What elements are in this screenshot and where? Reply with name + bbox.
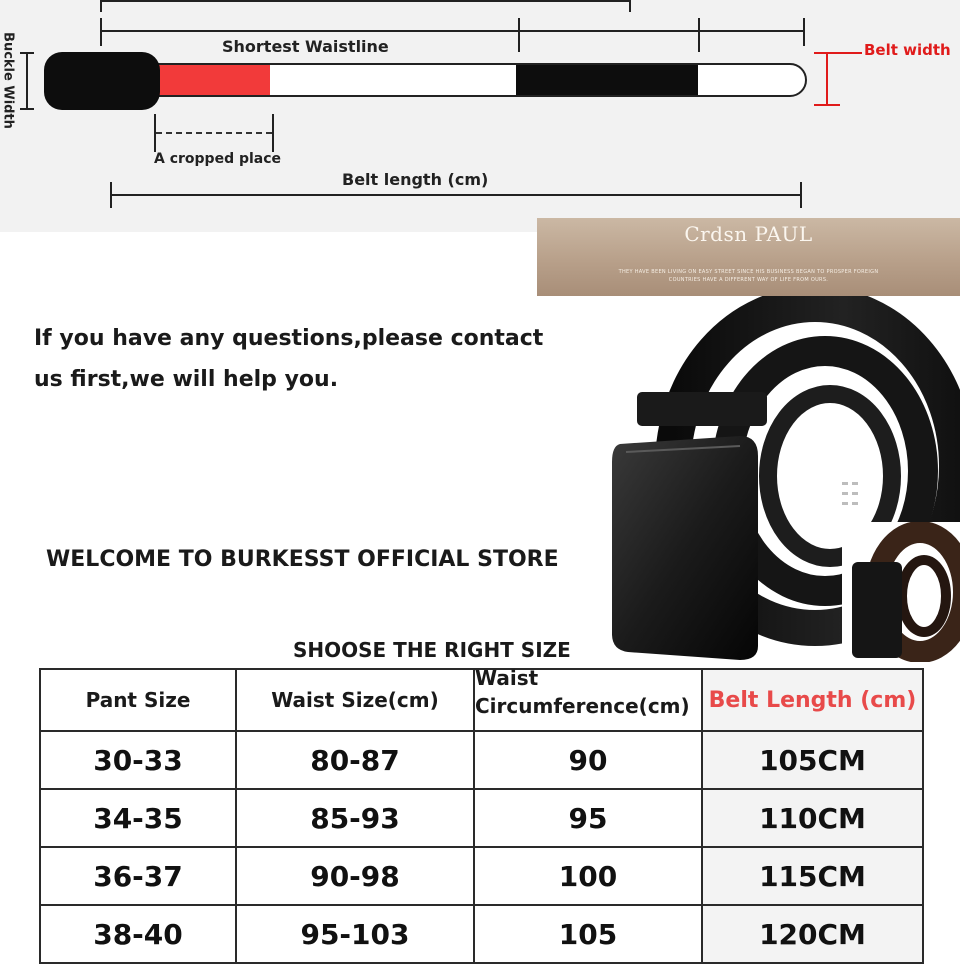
header-waist-size: Waist Size(cm) [236,669,474,731]
belt-size-diagram [0,0,960,232]
header-waist-circumference [474,666,702,731]
brown-belt-core [902,560,946,632]
buckle-top-bar [637,392,767,426]
welcome-title: WELCOME TO BURKESST OFFICIAL STORE [46,547,559,572]
table-row [40,847,923,905]
belt-width-tick-top [814,52,840,54]
pant-size-cell: 30-33 [40,731,236,789]
waistline-tick-mid [518,18,520,52]
top-dimension-line [100,0,630,2]
contact-note [34,318,554,400]
cropped-place-label: A cropped place [154,151,282,167]
buckle-plate [612,436,758,660]
belt-length-line [110,194,802,196]
buckle-width-label: Buckle Width [0,32,16,129]
waist-circ-cell: 105 [474,905,702,963]
belt-length-cell: 115CM [702,847,923,905]
waist-circ-cell: 95 [474,789,702,847]
pant-size-cell: 34-35 [40,789,236,847]
table-row [40,905,923,963]
brand-banner [537,218,960,296]
shortest-waistline-label: Shortest Waistline [222,37,389,56]
cropped-dashed-line [156,132,272,134]
belt-length-cell: 110CM [702,789,923,847]
buckle-width-tick-top [20,52,34,54]
waistline-tick-mid2 [698,18,700,52]
size-table-header-row [40,669,923,731]
size-chart-title: SHOOSE THE RIGHT SIZE [293,638,571,662]
belt-length-label: Belt length (cm) [342,170,489,189]
belt-width-line [826,52,828,106]
waist-size-cell: 85-93 [236,789,474,847]
top-dimension-tick [629,0,631,12]
belt-width-tick-bottom [814,104,840,106]
brand-tagline-line2: COUNTRIES HAVE A DIFFERENT WAY OF LIFE FROM OURS. [668,277,829,283]
belt-length-tick-right [800,182,802,208]
header-waist-circ-line2: Circumference(cm) [475,694,690,718]
waistline-tick-right [803,18,805,46]
buckle-width-line [26,52,28,110]
waist-size-cell: 95-103 [236,905,474,963]
belt-length-tick-left [110,182,112,208]
belt-buckle [44,52,160,110]
pant-size-cell: 36-37 [40,847,236,905]
waist-size-cell: 90-98 [236,847,474,905]
belt-length-cell: 120CM [702,905,923,963]
brand-name: Crdsn PAUL [684,222,813,246]
belt-length-cell: 105CM [702,731,923,789]
brand-tagline-line1: THEY HAVE BEEN LIVING ON EASY STREET SINCE HIS BUSINESS BEGAN TO PROSPER FOREIGN [618,269,879,275]
belt-brown-variant-image [842,522,960,662]
table-row [40,731,923,789]
size-chart-table [39,668,924,964]
waist-circ-cell: 90 [474,731,702,789]
header-belt-length: Belt Length (cm) [702,669,923,731]
brown-belt-buckle [852,562,902,658]
waist-circ-cell: 100 [474,847,702,905]
contact-note-line2: us first,we will help you. [34,367,339,392]
belt-cropped-segment [158,65,270,95]
belt-hole-segment [516,65,698,95]
buckle-width-tick-bottom [20,108,34,110]
header-pant-size: Pant Size [40,669,236,731]
waistline-tick-left [100,18,102,46]
belt-width-label: Belt width [864,41,951,59]
cropped-tick-right [272,114,274,152]
pant-size-cell: 38-40 [40,905,236,963]
waist-size-cell: 80-87 [236,731,474,789]
table-row [40,789,923,847]
belt-width-pointer [840,52,862,54]
header-waist-circ-line1: Waist [475,666,539,690]
top-dimension-tick-left [100,0,102,12]
contact-note-line1: If you have any questions,please contact [34,326,544,351]
